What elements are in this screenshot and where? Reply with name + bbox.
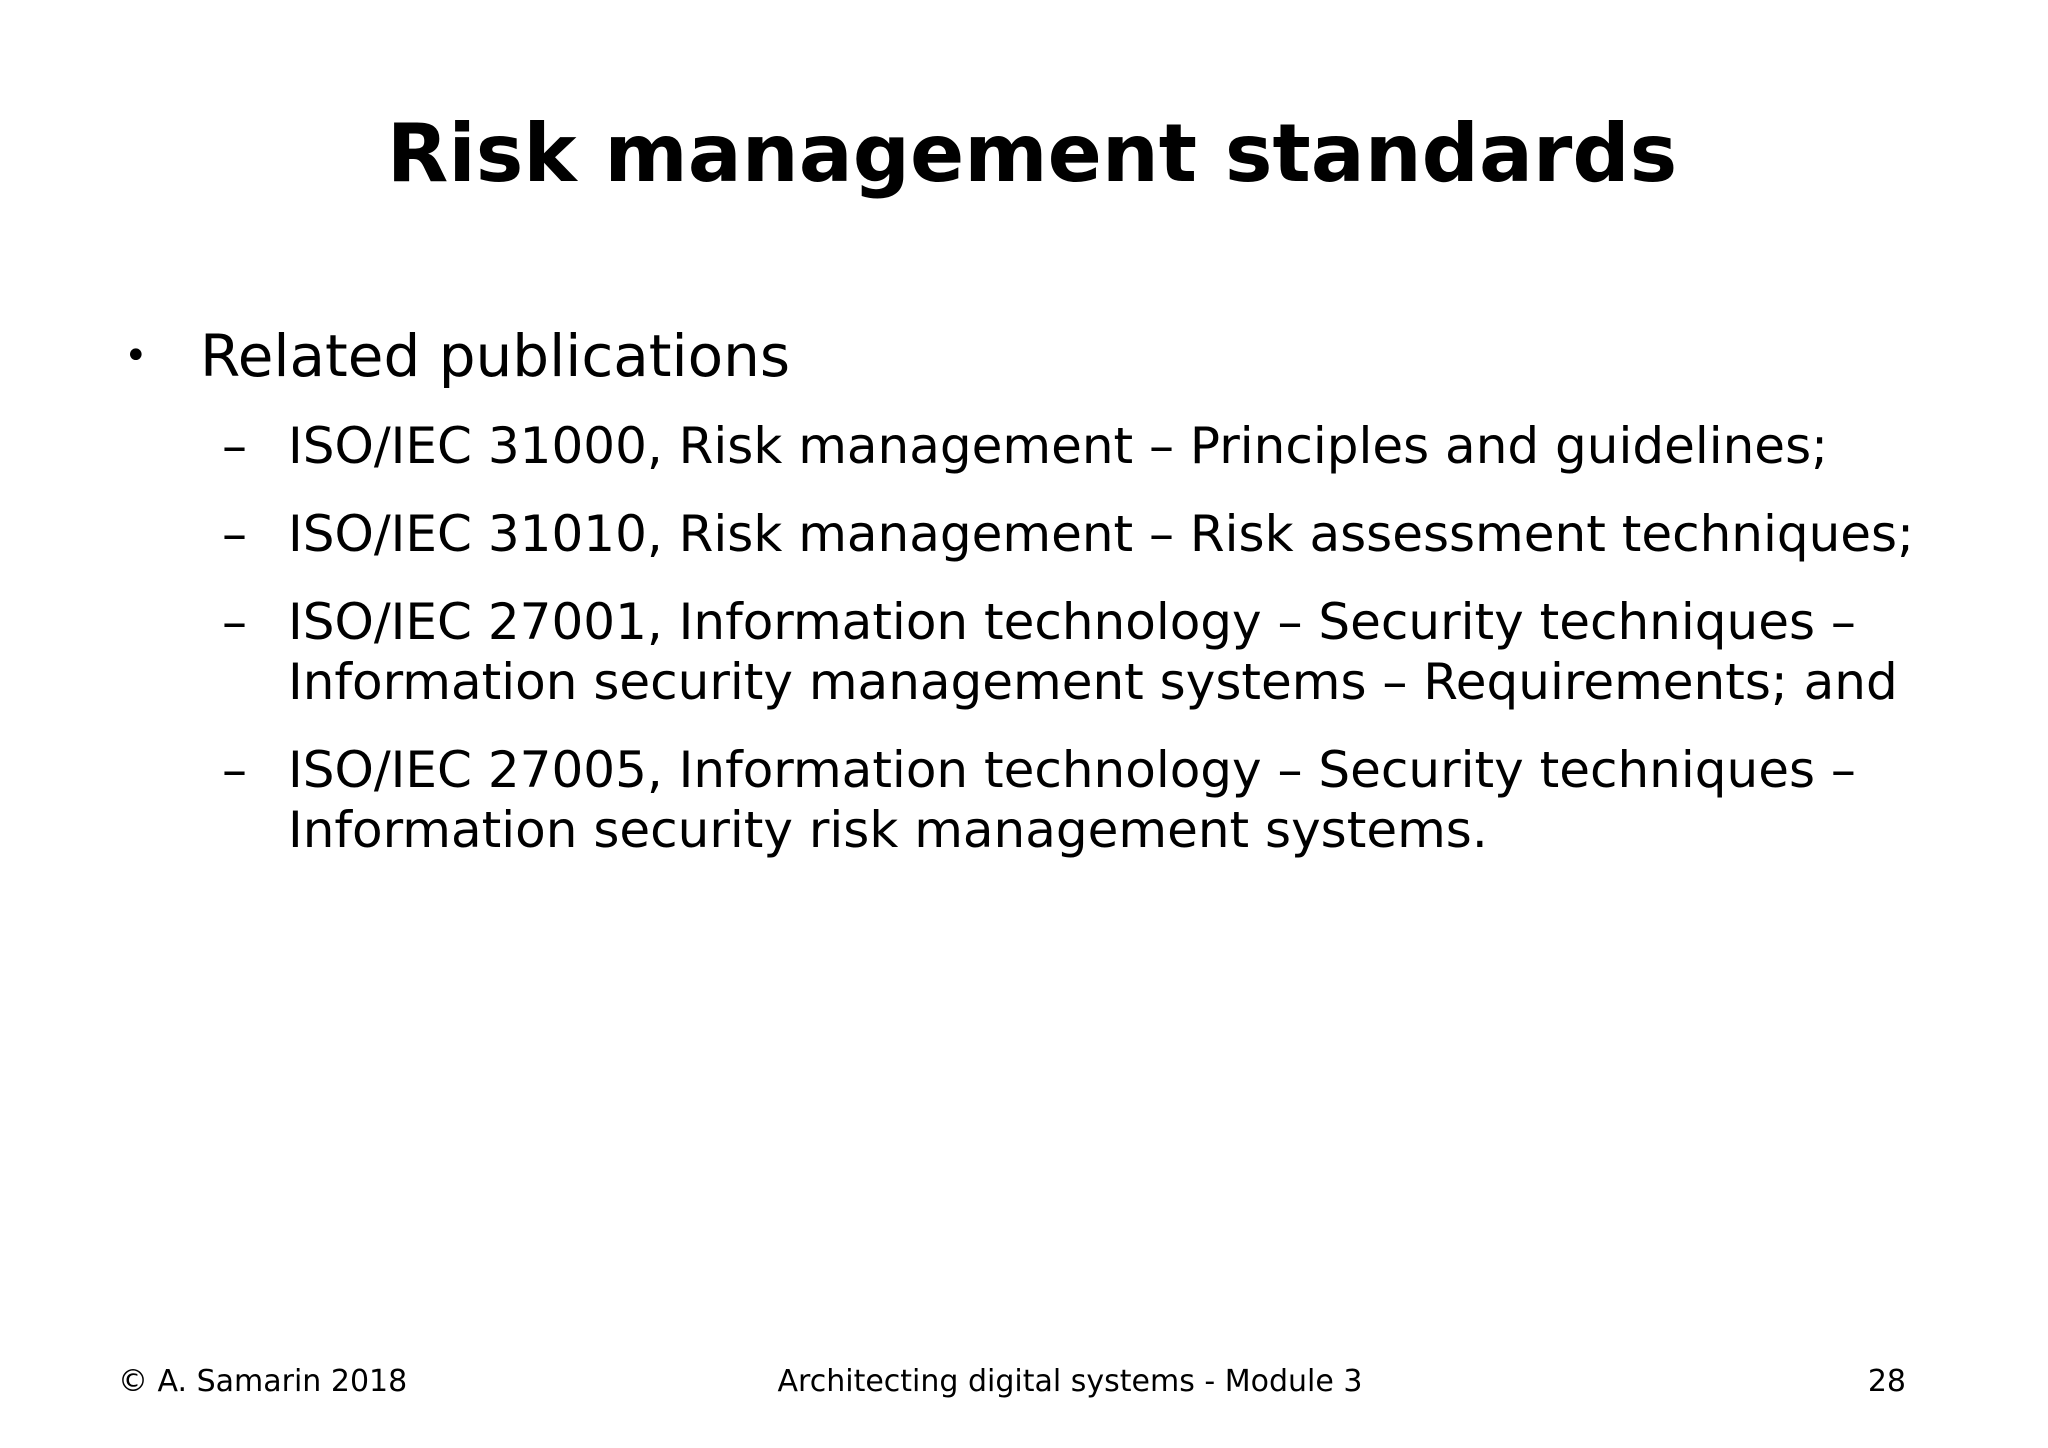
publication-text-line-2: Information security management systems – Requirements; and: [288, 653, 1898, 711]
publication-text-line-1: ISO/IEC 27005, Information technology – Security techniques –: [288, 741, 1856, 799]
dash-bullet-icon: –: [222, 417, 247, 475]
publication-text-line-2: Information security risk management systems.: [288, 801, 1488, 859]
bullet-dot-icon: •: [124, 333, 148, 379]
dash-bullet-icon: –: [222, 593, 247, 651]
publication-item-iso-27005: [222, 740, 2022, 860]
footer-page-number: 28: [1867, 1364, 1906, 1399]
publication-text-line-1: ISO/IEC 31000, Risk management – Principles and guidelines;: [288, 417, 1828, 475]
footer-copyright: © A. Samarin 2018: [118, 1364, 408, 1399]
slide-title: Risk management standards: [386, 107, 1678, 200]
dash-bullet-icon: –: [222, 741, 247, 799]
publication-item-iso-31000: [222, 416, 2022, 476]
footer-course-title: Architecting digital systems - Module 3: [777, 1364, 1363, 1399]
publication-list: [222, 416, 2022, 888]
dash-bullet-icon: –: [222, 505, 247, 563]
bullet-text: Related publications: [200, 322, 791, 390]
publication-item-iso-27001: [222, 592, 2022, 712]
publication-text-line-1: ISO/IEC 27001, Information technology – Security techniques –: [288, 593, 1856, 651]
publication-item-iso-31010: [222, 504, 2022, 564]
publication-text-line-1: ISO/IEC 31010, Risk management – Risk assessment techniques;: [288, 505, 1914, 563]
